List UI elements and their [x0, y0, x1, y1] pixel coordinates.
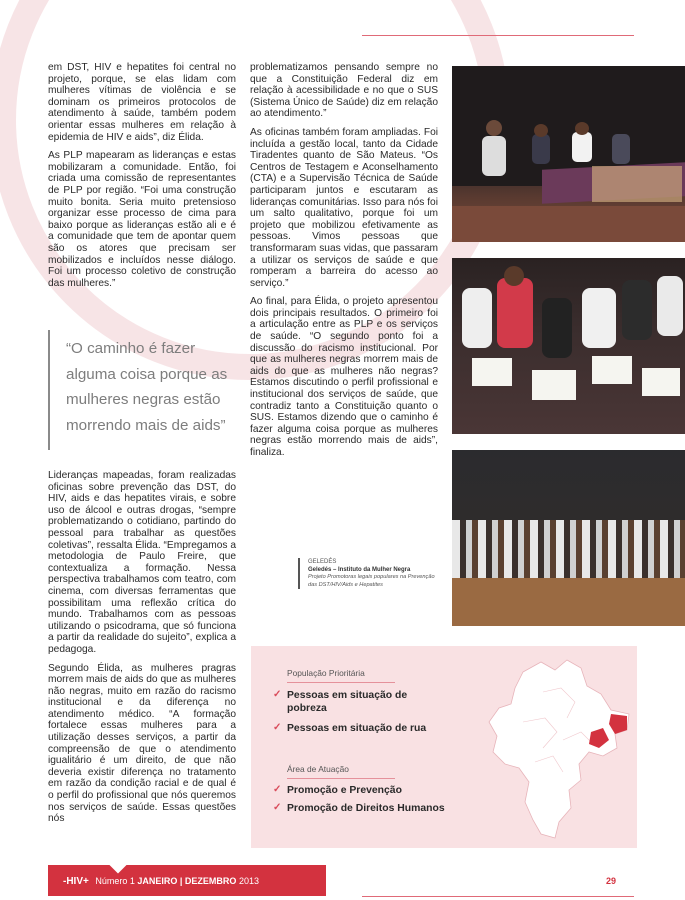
photo-caption: [298, 558, 438, 589]
photo-group-graduation: [452, 450, 685, 626]
check-icon: ✓: [273, 689, 282, 700]
photo-certificate-ceremony: [452, 258, 685, 434]
issue-label: Número 1: [95, 876, 135, 886]
check-icon: ✓: [273, 784, 282, 795]
sao-paulo-map-icon: [483, 652, 633, 844]
pull-quote-line: morrendo mais de aids”: [66, 416, 226, 434]
footer-issue-info: [63, 876, 259, 887]
pull-quote-line: alguma coisa porque as: [66, 365, 228, 383]
area-item: Promoção de Direitos Humanos: [287, 803, 445, 814]
pull-quote-line: “O caminho é fazer: [66, 340, 196, 357]
article-column-1: [48, 62, 236, 296]
paragraph: problematizamos pensando sempre no que a Constituição Federal diz em relação à acessibilidade e no que o SUS (Sistema Único de Saúde) diz em relação ao atendimento.”: [250, 62, 438, 120]
issue-year: 2013: [238, 876, 259, 886]
paragraph: Ao final, para Élida, o projeto apresentou dois principais resultados. O primeiro foi a articulação entre as PLP e os serviços de saúde. “O segundo ponto foi a discussão do racismo institucional. Por que as mulheres negras morrem mais de aids do que as mulheres não negras? Estamos discutindo o perfil profissional e institucional dos serviços de saúde, que contradiz tanto a Constituição quanto o SUS. Estamos dizendo que o caminho é fazer alguma coisa porque as mulheres negras estão morrendo mais de aids”, finaliza.: [250, 296, 438, 458]
section-label-priority: População Prioritária: [287, 668, 365, 678]
paragraph: em DST, HIV e hepatites foi central no projeto, porque, se elas lidam com mulheres vítimas de violência e se dominam os primeiros protocolos de atendimento à saúde, também podem orientar essas mulheres em relação à epidemia de HIV e aids”, diz Élida.: [48, 62, 236, 143]
priority-item: Pessoas em situação de rua: [287, 723, 427, 734]
priority-item: Pessoas em situação de pobreza: [287, 690, 408, 714]
project-info-box: [251, 646, 637, 848]
footer-notch-decoration: [110, 857, 127, 874]
section-label-area: Área de Atuação: [287, 764, 349, 774]
footer-rule: [362, 896, 634, 897]
footer-bar: [48, 865, 326, 896]
caption-project: Projeto Promotoras legais populares na Prevenção das DST/HIV/Aids e Hepatites: [308, 574, 435, 588]
photo-panel-discussion: [452, 66, 685, 242]
paragraph: As oficinas também foram ampliadas. Foi incluída a gestão local, tanto da Cidade Tiradentes quanto de São Mateus. “Os Centros de Testagem e Aconselhamento (CTA) e a Supervisão Técnica de Saúde participaram juntos e escutaram as lideranças comunitárias. Isso para nós foi um salto qualitativo, porque foi um projeto que mobilizou efetivamente as pessoas. Vimos pessoas que transformaram suas vidas, que passaram a utilizar os serviços de saúde e que romperam a barreira do acesso ao serviço.”: [250, 126, 438, 289]
check-icon: ✓: [273, 802, 282, 813]
paragraph: Lideranças mapeadas, foram realizadas oficinas sobre prevenção das DST, do HIV, aids e das hepatites virais, e sobre uso de álcool e outras drogas, “sempre problematizando o cotidiano, partindo do pessoal para trabalhar as questões coletivas”, ressalta Élida. “Empregamos a metodologia de Paulo Freire, que contextualiza a formação. Nessa perspectiva trabalhamos com teatro, com cinema, com diversas ferramentas que possibilitam uma reflexão crítica do mundo. Trabalhamos com as pessoas utilizando o psicodrama, que só funciona a partir da realidade do sujeito”, explica a pedagoga.: [48, 470, 236, 655]
area-item: Promoção e Prevenção: [287, 785, 402, 796]
article-column-2: [250, 62, 438, 466]
pull-quote-line: mulheres negras estão: [66, 391, 221, 409]
check-icon: ✓: [273, 722, 282, 733]
caption-credit: GELEDÉS: [308, 559, 337, 565]
pull-quote: [48, 330, 242, 450]
top-rule: [362, 35, 634, 36]
section-rule: [287, 778, 395, 779]
paragraph: Segundo Élida, as mulheres pragras morrem mais de aids do que as mulheres não negras, muito em razão do racismo institucional e da diferença no atendimento médico. “A formação fortalece essas mulheres para a utilização desses serviços, a partir da compreensão de que o atendimento igualitário é um direito, de que não deveria existir diferença no tratamento em razão da condição racial e de qual é o perfil do profissional que nós queremos nos serviços de saúde. Essas questões nós: [48, 662, 236, 825]
caption-organization: Geledés – Instituto da Mulher Negra: [308, 567, 411, 573]
section-rule: [287, 682, 395, 683]
brand-logo: -HIV+: [63, 876, 89, 887]
issue-period: JANEIRO | DEZEMBRO: [137, 876, 237, 886]
paragraph: As PLP mapearam as lideranças e estas mobilizaram a comunidade. Então, foi criada uma comissão de representantes de PLP por região. “Foi uma construção muito bonita. Seria muito pretensioso organizar esse processo de cima para baixo porque as lideranças estão ali e é a comunidade que tem de apontar quem são os atores que precisam ser mobilizados e incluídos nesse diálogo. Foi um processo coletivo de construção das mulheres.”: [48, 150, 236, 289]
article-column-1-lower: [48, 470, 236, 832]
page-number: 29: [606, 876, 617, 886]
